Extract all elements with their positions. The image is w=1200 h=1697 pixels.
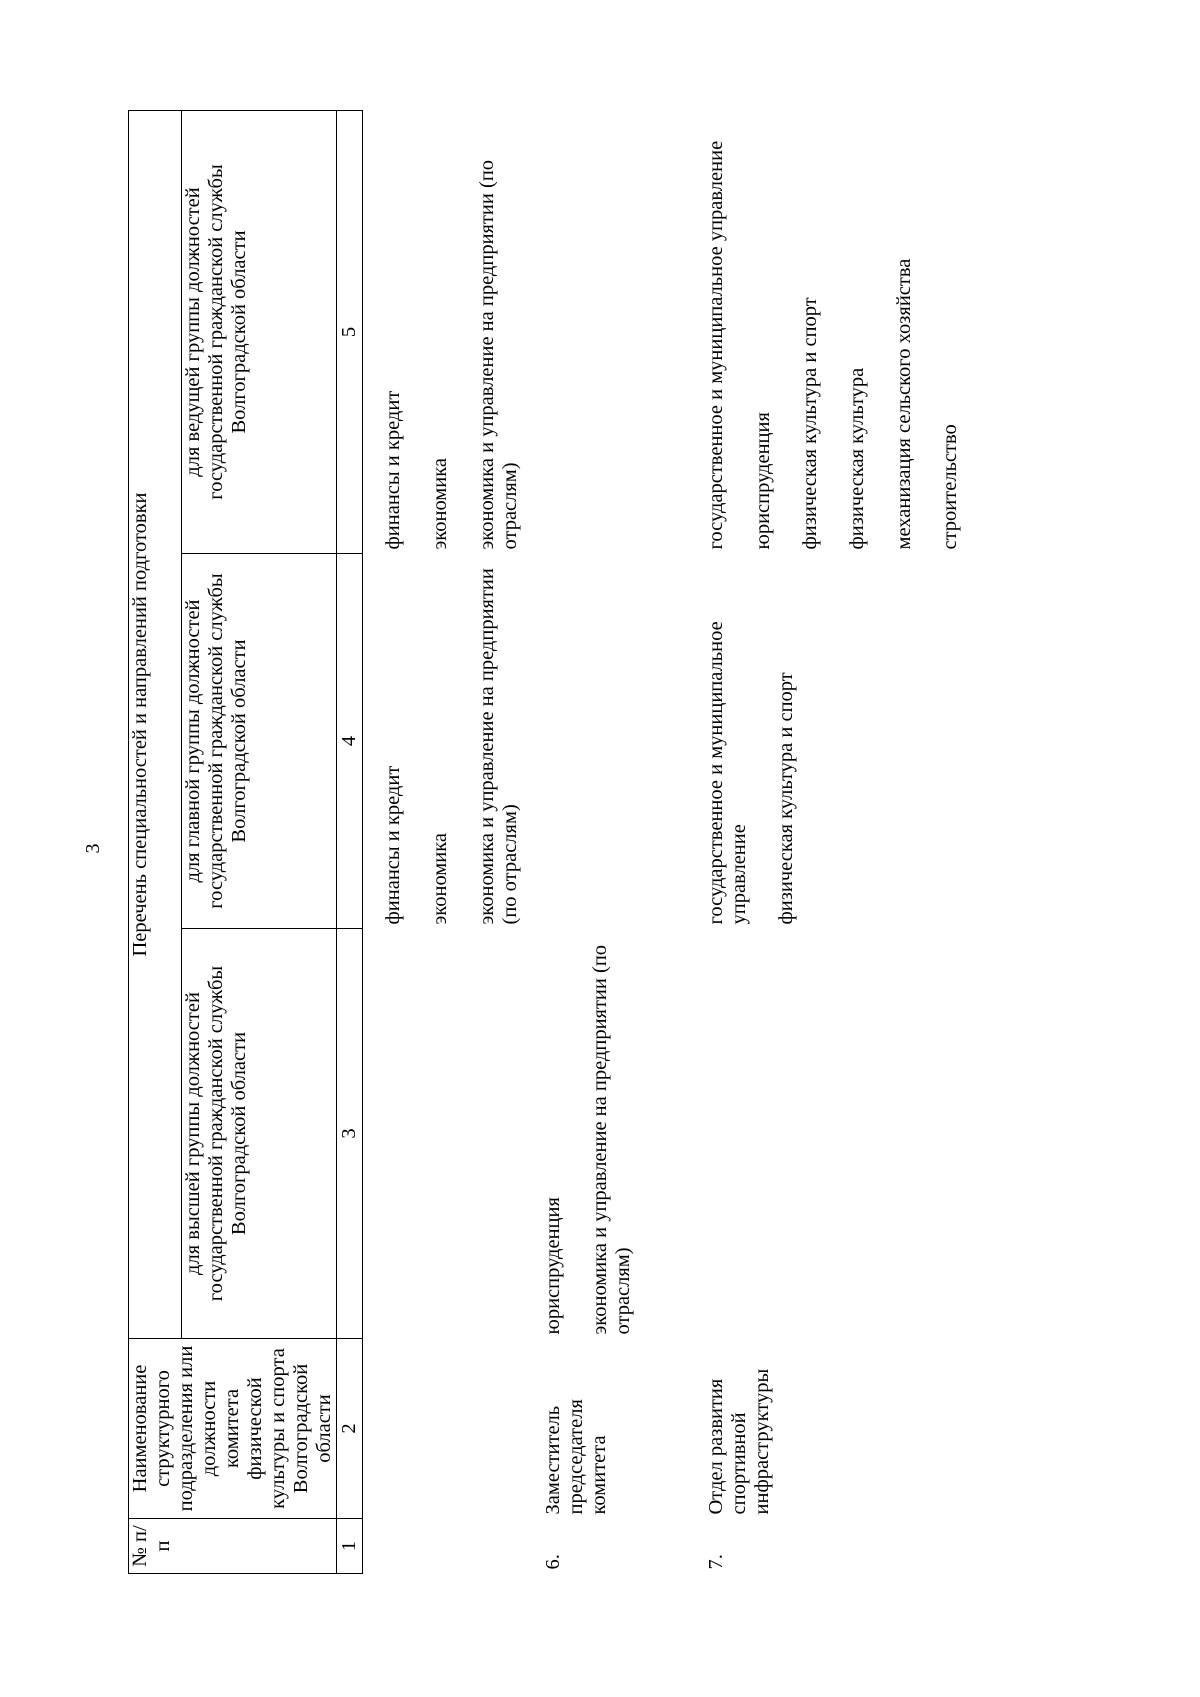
specialty-item: юриспруденция <box>751 412 774 550</box>
column-number: 2 <box>336 1339 362 1519</box>
specialty-item: механизация сельского хозяйства <box>892 258 915 550</box>
row-name: Заместитель председателя комитета <box>541 1399 610 1515</box>
column-number: 5 <box>336 110 362 553</box>
specialty-item: экономика и управление на предприятии (по отраслям) <box>475 159 521 550</box>
column-number: 3 <box>336 929 362 1339</box>
header-col-highest-group: для высшей группы должностей государственной гражданской службы Волгоградской области <box>182 929 337 1339</box>
specialty-item: государственное и муниципальное управление <box>704 140 727 550</box>
specialty-item: финансы и кредит <box>382 765 405 925</box>
specialty-item: физическая культура и спорт <box>774 672 797 925</box>
page-number: 3 <box>82 843 104 854</box>
header-group: Перечень специальностей и направлений подготовки <box>129 110 182 1338</box>
specialty-item: экономика и управление на предприятии (по отраслям) <box>588 944 634 1335</box>
specialty-item: экономика и управление на предприятии (по отраслям) <box>475 568 521 925</box>
row-col-leading <box>382 110 522 553</box>
row-col-main <box>705 554 963 929</box>
specialty-item: строительство <box>939 424 962 550</box>
row-number: 7. <box>704 1554 727 1570</box>
header-col-name: Наименование структурного подразделения или должности комитета физической культуры и спорта Волгоградской области <box>129 1339 337 1519</box>
table-row <box>382 110 522 1573</box>
specialty-item: экономика <box>428 458 451 550</box>
table-row <box>542 110 635 1573</box>
specialty-item: юриспруденция <box>541 1197 564 1335</box>
row-col-highest <box>705 929 963 1339</box>
row-number: 6. <box>541 1554 564 1570</box>
header-col-num: № п/п <box>129 1519 337 1574</box>
specialty-item: государственное и муниципальное управление <box>704 621 750 925</box>
specialties-table <box>128 110 962 1574</box>
row-name: Отдел развития спортивной инфраструктуры <box>704 1368 773 1515</box>
row-col-main <box>382 554 522 929</box>
specialty-item: экономика <box>428 833 451 925</box>
row-col-highest <box>542 929 635 1339</box>
specialty-item: финансы и кредит <box>382 390 405 550</box>
table-row <box>705 110 963 1573</box>
column-number: 1 <box>336 1519 362 1574</box>
row-col-main <box>542 554 635 929</box>
row-col-highest <box>382 929 522 1339</box>
row-col-leading <box>542 110 635 553</box>
header-col-main-group: для главной группы должностей государственной гражданской службы Волгоградской области <box>182 554 337 929</box>
header-row <box>129 110 182 1573</box>
row-number <box>382 1519 522 1574</box>
column-number: 4 <box>336 554 362 929</box>
column-numbers-row <box>336 110 362 1573</box>
row-col-leading <box>705 110 963 553</box>
header-col-leading-group: для ведущей группы должностей государственной гражданской службы Волгоградской области <box>182 110 337 553</box>
specialty-item: физическая культура <box>845 367 868 550</box>
specialty-item: физическая культура и спорт <box>798 297 821 550</box>
row-name <box>382 1339 522 1519</box>
